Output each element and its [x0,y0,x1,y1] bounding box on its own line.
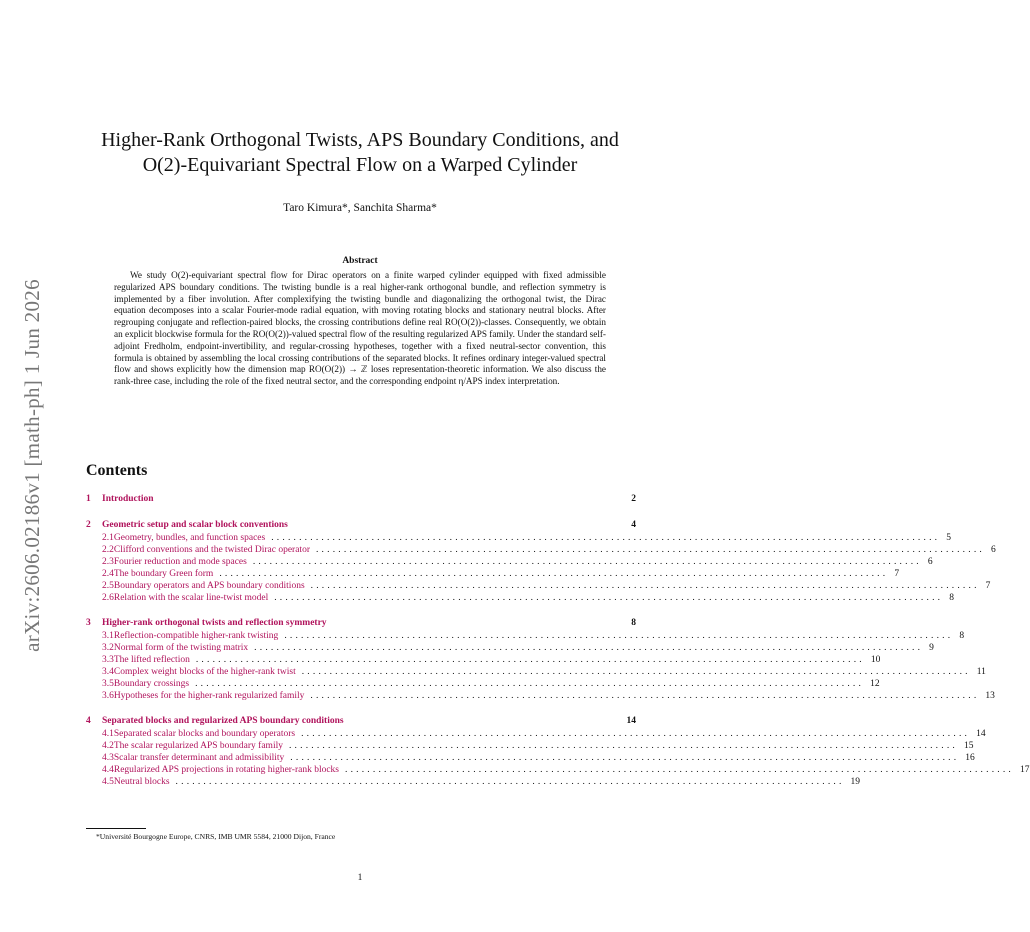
toc-subsection-number: 3.5 [102,679,114,689]
toc-spacer [86,604,636,616]
toc-subsection-number: 2.1 [102,533,114,543]
toc-section-title: Geometric setup and scalar block conventions [102,520,288,530]
toc-subsection-link[interactable] [86,764,1030,776]
toc-subsection-number: 2.3 [102,557,114,567]
toc-subsection-page: 5 [946,533,951,543]
page-number: 1 [357,873,363,883]
toc-subsection-title: Complex weight blocks of the higher-rank twist [113,667,296,677]
toc-section-page: 8 [631,618,636,628]
toc-section-link[interactable] [86,616,636,630]
toc-dot-leader: ........................................................................................................................ [195,655,865,665]
toc-subsection-title: The boundary Green form [113,569,214,579]
toc-subsection-link[interactable] [86,580,991,592]
toc-section-title: Separated blocks and regularized APS boundary conditions [102,716,344,726]
toc-subsection-number: 2.6 [102,593,114,603]
toc-dot-leader: ........................................................................................................................ [301,729,971,739]
toc-subsection-link[interactable] [86,630,965,642]
toc-subsection-link[interactable] [86,544,996,556]
toc-dot-leader: ........................................................................................................................ [219,569,889,579]
toc-subsection-page: 11 [976,667,986,677]
toc-subsection-number: 4.4 [102,765,114,775]
toc-subsection-link[interactable] [86,690,995,702]
affiliation-footnote: *Université Bourgogne Europe, CNRS, IMB UMR 5584, 21000 Dijon, France [96,832,336,841]
toc-subsection-number: 3.3 [102,655,114,665]
toc-subsection-title: Reflection-compatible higher-rank twisting [113,631,279,641]
contents-heading: Contents [86,462,148,479]
toc-subsection-page: 9 [929,643,934,653]
toc-subsection-page: 6 [927,557,933,567]
toc-subsection-link[interactable] [86,740,974,752]
toc-dot-leader: ........................................................................................................................ [345,765,1014,775]
toc-subsection-number: 2.4 [102,569,114,579]
abstract-body: We study O(2)-equivariant spectral flow for Dirac operators on a finite warped cylinder equipped with fixed admissible regularized APS boundary conditions. The twisting bundle is a real higher-rank orthogonal bundle, and reflection symmetry is implemented by a fiber involution. After complexifying the twisting bundle and diagonalizing the orthogonal twist, the Dirac equation decomposes into a scalar Fourier-mode radial equation, with moving rotating blocks and stationary neutral blocks. After regrouping conjugate and reflection-paired blocks, the crossing contributions define real RO(O(2))-classes. Consequently, we obtain an explicit blockwise formula for the RO(O(2))-valued spectral flow of the resulting regularized APS family. Under the standard self-adjoint Fredholm, endpoint-invertibility, and regular-crossing hypotheses, together with a fixed neutral-sector convention, this formula is obtained by assembling the local crossing contributions of the separated blocks. It refines ordinary integer-valued spectral flow and shows explicitly how the dimension map RO(O(2)) → ℤ loses representation-theoretic information. We also discuss the rank-three case, including the role of the fixed neutral sector, and the corresponding endpoint η/APS index interpretation. [114,270,606,387]
toc-dot-leader: ........................................................................................................................ [301,667,971,677]
toc-section-number: 3 [86,618,91,628]
toc-dot-leader: ........................................................................................................................ [310,691,980,701]
toc-subsection-page: 8 [949,593,954,603]
toc-subsection-title: Clifford conventions and the twisted Dirac operator [113,545,310,555]
toc-subsection-title: Hypotheses for the higher-rank regularized family [113,691,305,701]
toc-dot-leader: ........................................................................................................................ [175,777,845,787]
toc-section-number: 2 [86,520,91,530]
toc-subsection-number: 2.2 [102,545,114,555]
toc-subsection-number: 3.6 [102,691,114,701]
toc-subsection-link[interactable] [86,752,975,764]
toc-subsection-link[interactable] [86,654,881,666]
toc-subsection-page: 7 [985,581,991,591]
toc-subsection-title: Normal form of the twisting matrix [113,643,249,653]
toc-subsection-page: 10 [870,655,881,665]
toc-section-number: 4 [86,716,91,726]
footnote-rule [86,828,146,829]
title-line-2: O(2)-Equivariant Spectral Flow on a Warped Cylinder [142,154,578,176]
toc-subsection-title: Scalar transfer determinant and admissibility [113,753,285,763]
toc-subsection-page: 16 [965,753,975,763]
toc-section-link[interactable] [86,714,636,728]
toc-dot-leader: ........................................................................................................................ [195,679,865,689]
toc-section-page: 14 [626,716,636,726]
toc-dot-leader: ........................................................................................................................ [254,643,924,653]
toc-subsection-link[interactable] [86,568,900,580]
toc-subsection-link[interactable] [86,532,951,544]
toc-subsection-title: Boundary operators and APS boundary conditions [113,581,305,591]
toc-section-link[interactable] [86,492,636,506]
toc-subsection-number: 4.1 [102,729,114,739]
toc-subsection-page: 17 [1020,765,1030,775]
toc-section-link[interactable] [86,518,636,532]
toc-subsection-number: 4.2 [102,741,114,751]
toc-subsection-number: 2.5 [102,581,114,591]
toc-subsection-link[interactable] [86,556,933,568]
toc-subsection-page: 13 [985,691,995,701]
toc-subsection-link[interactable] [86,776,861,788]
toc-subsection-link[interactable] [86,666,986,678]
toc-subsection-title: Separated scalar blocks and boundary operators [113,729,296,739]
toc-spacer [86,702,636,714]
paper-title [60,128,660,178]
toc-dot-leader: ........................................................................................................................ [284,631,954,641]
arxiv-sidebar [14,255,50,675]
toc-dot-leader: ........................................................................................................................ [315,545,985,555]
toc-subsection-title: Regularized APS projections in rotating higher-rank blocks [113,765,339,775]
toc-subsection-page: 8 [959,631,965,641]
toc-subsection-title: The scalar regularized APS boundary family [113,741,283,751]
toc-section-page: 2 [631,494,636,504]
toc-subsection-link[interactable] [86,592,954,604]
toc-subsection-number: 3.1 [102,631,114,641]
abstract-heading: Abstract [342,256,378,266]
toc-subsection-number: 3.4 [102,667,114,677]
toc-dot-leader: ........................................................................................................................ [288,741,958,751]
toc-subsection-title: Neutral blocks [113,777,170,787]
toc-subsection-link[interactable] [86,678,880,690]
author-list: Taro Kimura*, Sanchita Sharma* [283,202,437,214]
toc-dot-leader: ........................................................................................................................ [252,557,922,567]
toc-section-number: 1 [86,494,91,504]
toc-subsection-title: The lifted reflection [113,655,190,665]
toc-subsection-page: 6 [990,545,996,555]
toc-dot-leader: ........................................................................................................................ [290,753,960,763]
table-of-contents [86,492,1030,788]
toc-section-page: 4 [631,520,636,530]
title-line-1: Higher-Rank Orthogonal Twists, APS Boundary Conditions, and [101,129,619,151]
toc-section-title: Higher-rank orthogonal twists and reflection symmetry [102,618,327,628]
toc-subsection-number: 4.5 [102,777,114,787]
toc-section-title: Introduction [102,494,154,504]
toc-subsection-link[interactable] [86,728,986,740]
toc-subsection-title: Geometry, bundles, and function spaces [113,533,266,543]
toc-subsection-page: 19 [850,777,861,787]
toc-subsection-page: 12 [870,679,880,689]
toc-subsection-title: Fourier reduction and mode spaces [113,557,247,567]
toc-subsection-number: 4.3 [102,753,114,763]
toc-subsection-number: 3.2 [102,643,114,653]
toc-subsection-title: Boundary crossings [113,679,190,689]
toc-subsection-link[interactable] [86,642,934,654]
toc-dot-leader: ........................................................................................................................ [310,581,980,591]
toc-subsection-page: 7 [894,569,900,579]
toc-spacer [86,506,636,518]
toc-dot-leader: ........................................................................................................................ [271,533,941,543]
toc-dot-leader: ........................................................................................................................ [274,593,944,603]
toc-subsection-title: Relation with the scalar line-twist model [113,593,269,603]
toc-subsection-page: 14 [976,729,986,739]
toc-subsection-page: 15 [963,741,974,751]
arxiv-identifier: arXiv:2606.02186v1 [math-ph] 1 Jun 2026 [19,278,44,652]
